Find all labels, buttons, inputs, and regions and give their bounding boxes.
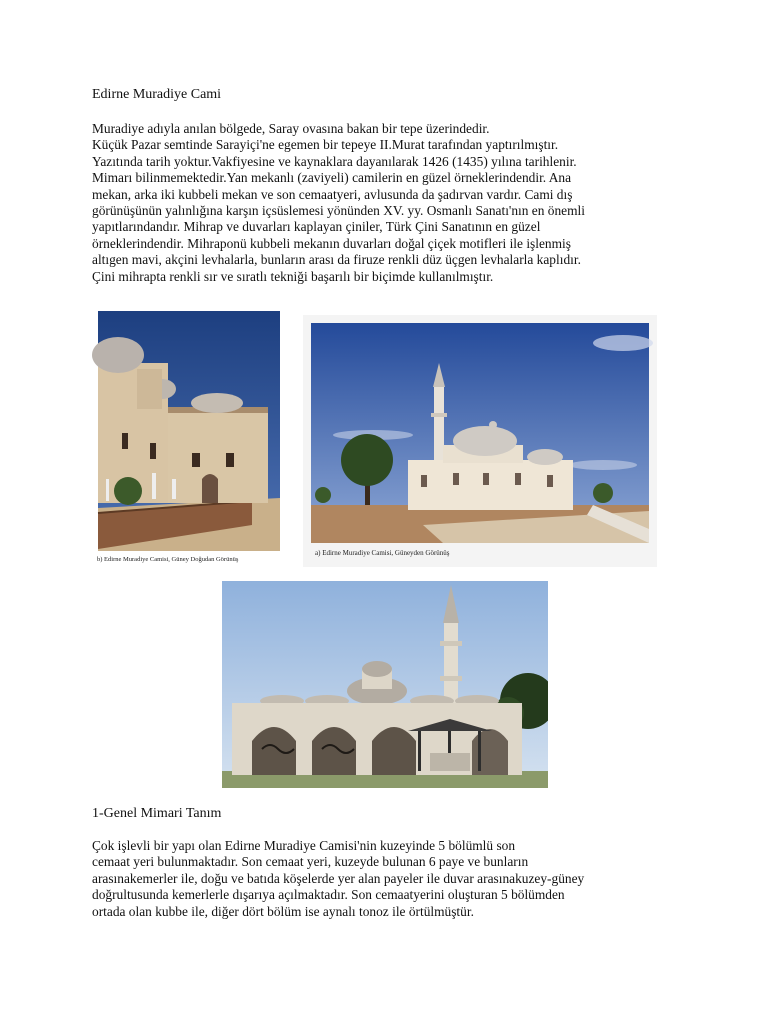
photo-caption: a) Edirne Muradiye Camisi, Güneyden Görünüş — [315, 549, 450, 557]
text-line: Küçük Pazar semtinde Sarayiçi'ne egemen bir tepeye II.Murat tarafından yaptırılmıştır. — [92, 137, 559, 153]
intro-paragraph — [92, 121, 672, 285]
text-line: yapıtlarındandır. Mihrap ve duvarları kaplayan çiniler, Türk Çini Sanatının en güzel — [92, 219, 541, 235]
page-title: Edirne Muradiye Cami — [92, 87, 222, 102]
text-line: Muradiye adıyla anılan bölgede, Saray ovasına bakan bir tepe üzerindedir. — [92, 121, 490, 136]
mosque-photo-south — [303, 315, 657, 567]
text-line: cemaat yeri bulunmaktadır. Son cemaat yeri, kuzeyde bulunan 6 paye ve bunların — [92, 854, 529, 870]
text-line: Çini mihrapta renkli sır ve sıratlı tekniği başarılı bir biçimde kullanılmıştır. — [92, 268, 494, 284]
text-line: mekan, arka iki kubbeli mekan ve son cemaatyeri, avlusunda da şadırvan vardır. Cami dış — [92, 186, 573, 202]
mosque-photo-portico — [222, 581, 548, 788]
text-line: örneklerindendir. Mihraponü kubbeli mekanın duvarları doğal çiçek motifleri ile işlenmiş — [92, 235, 571, 251]
section-paragraph — [92, 838, 672, 920]
mosque-photo-southeast — [92, 303, 282, 567]
text-line: doğrultusunda kemerlerle dışarıya açılmaktadır. Son cemaatyerini oluşturan 5 bölümden — [92, 887, 565, 903]
text-line: altıgen mavi, akçini levhalarla, bunların arası da firuze renkli düz üçgen levhalarla kaplıdır. — [92, 252, 581, 268]
section-heading: 1-Genel Mimari Tanım — [92, 806, 222, 821]
photo-caption: b) Edirne Muradiye Camisi, Güney Doğudan Görünüş — [97, 556, 239, 563]
text-line: Yazıtında tarih yoktur.Vakfiyesine ve kaynaklara dayanılarak 1426 (1435) yılına tarihlenir. — [92, 153, 577, 169]
text-line: arasınakemerler ile, doğu ve batıda köşelerde yer alan payeler ile duvar arasınakuzey-güney — [92, 870, 585, 886]
text-line: ortada olan kubbe ile, diğer dört bölüm ise aynalı tonoz ile örtülmüştür. — [92, 903, 474, 919]
text-line: Mimarı bilinmemektedir.Yan mekanlı (zaviyeli) camilerin en güzel örneklerindendir. Ana — [92, 170, 572, 186]
text-line: Çok işlevli bir yapı olan Edirne Muradiye Camisi'nin kuzeyinde 5 bölümlü son — [92, 838, 516, 853]
text-line: görünüşünün yalınlığına karşın içsüslemesi yönünden XV. yy. Osmanlı Sanatı'nın en önemli — [92, 203, 585, 219]
